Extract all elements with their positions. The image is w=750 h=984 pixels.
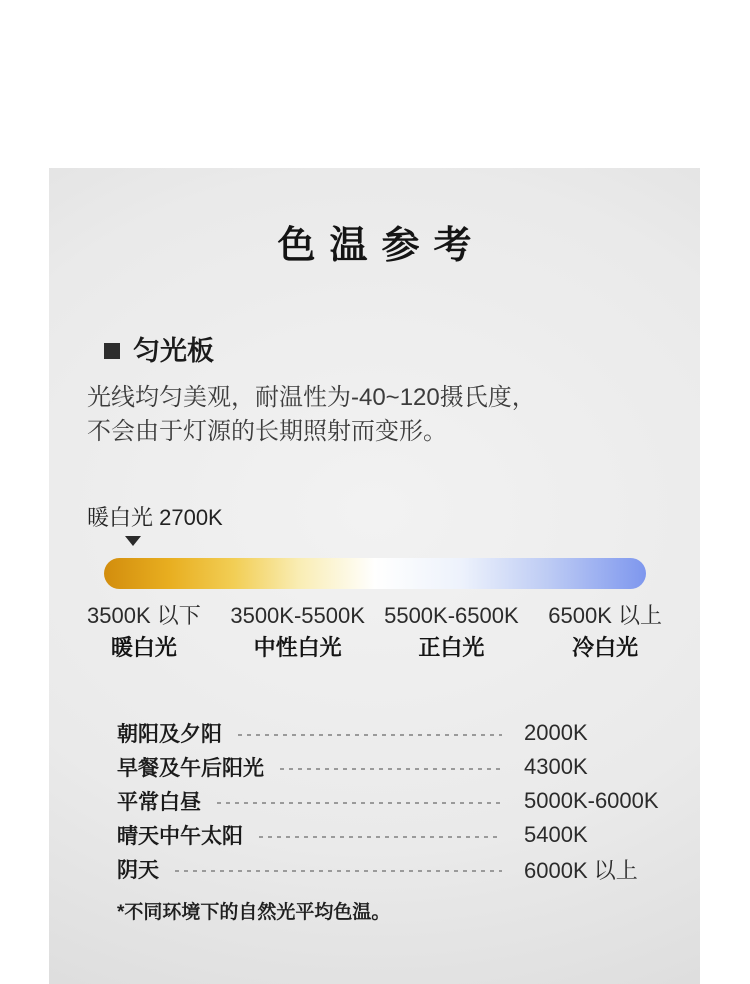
segment-cool-white (528, 602, 682, 661)
section-description (87, 381, 700, 449)
segment-warm-white (67, 602, 221, 661)
segment-range: 3500K-5500K (230, 603, 365, 628)
segment-range: 6500K 以上 (548, 603, 662, 628)
footnote: *不同环境下的自然光平均色温。 (117, 902, 391, 923)
segment-neutral-white (221, 602, 375, 661)
list-item (117, 716, 659, 750)
list-item-value: 5400K (524, 822, 588, 847)
description-line: 不会由于灯源的长期照射而变形。 (87, 418, 447, 445)
list-item-label: 平常白昼 (117, 791, 201, 814)
pointer-triangle-icon (125, 536, 141, 546)
reference-list (117, 716, 659, 886)
dotted-leader (238, 734, 502, 736)
list-item-value: 4300K (524, 754, 588, 779)
description-line: 光线均匀美观，耐温性为-40~120摄氏度， (87, 384, 536, 411)
list-item-value: 2000K (524, 720, 588, 745)
list-item-value: 6000K 以上 (524, 857, 638, 883)
list-item-value: 5000K-6000K (524, 788, 659, 813)
dotted-leader (280, 768, 502, 770)
segment-range: 5500K-6500K (384, 603, 519, 628)
segment-pure-white (375, 602, 529, 661)
section-heading-row (104, 336, 700, 366)
segment-name: 冷白光 (572, 635, 639, 660)
pointer-label: 暖白光 2700K (87, 505, 223, 530)
segment-range: 3500K 以下 (87, 603, 201, 628)
dotted-leader (175, 870, 502, 872)
list-item-label: 阴天 (117, 859, 159, 882)
segment-name: 中性白光 (253, 635, 342, 660)
list-item-label: 晴天中午太阳 (117, 825, 243, 848)
color-temperature-panel (49, 168, 700, 984)
segment-name: 正白光 (418, 635, 485, 660)
list-item-label: 早餐及午后阳光 (117, 757, 264, 780)
list-item (117, 852, 659, 886)
segment-name: 暖白光 (110, 635, 177, 660)
list-item (117, 818, 659, 852)
section-title: 匀光板 (133, 336, 214, 366)
page-title: 色温参考 (277, 225, 486, 267)
dotted-leader (217, 802, 502, 804)
list-item (117, 750, 659, 784)
square-bullet-icon (104, 343, 120, 359)
list-item-label: 朝阳及夕阳 (117, 723, 222, 746)
segment-labels-row (67, 602, 682, 661)
dotted-leader (259, 836, 502, 838)
list-item (117, 784, 659, 818)
color-temp-gradient-bar (104, 558, 646, 589)
